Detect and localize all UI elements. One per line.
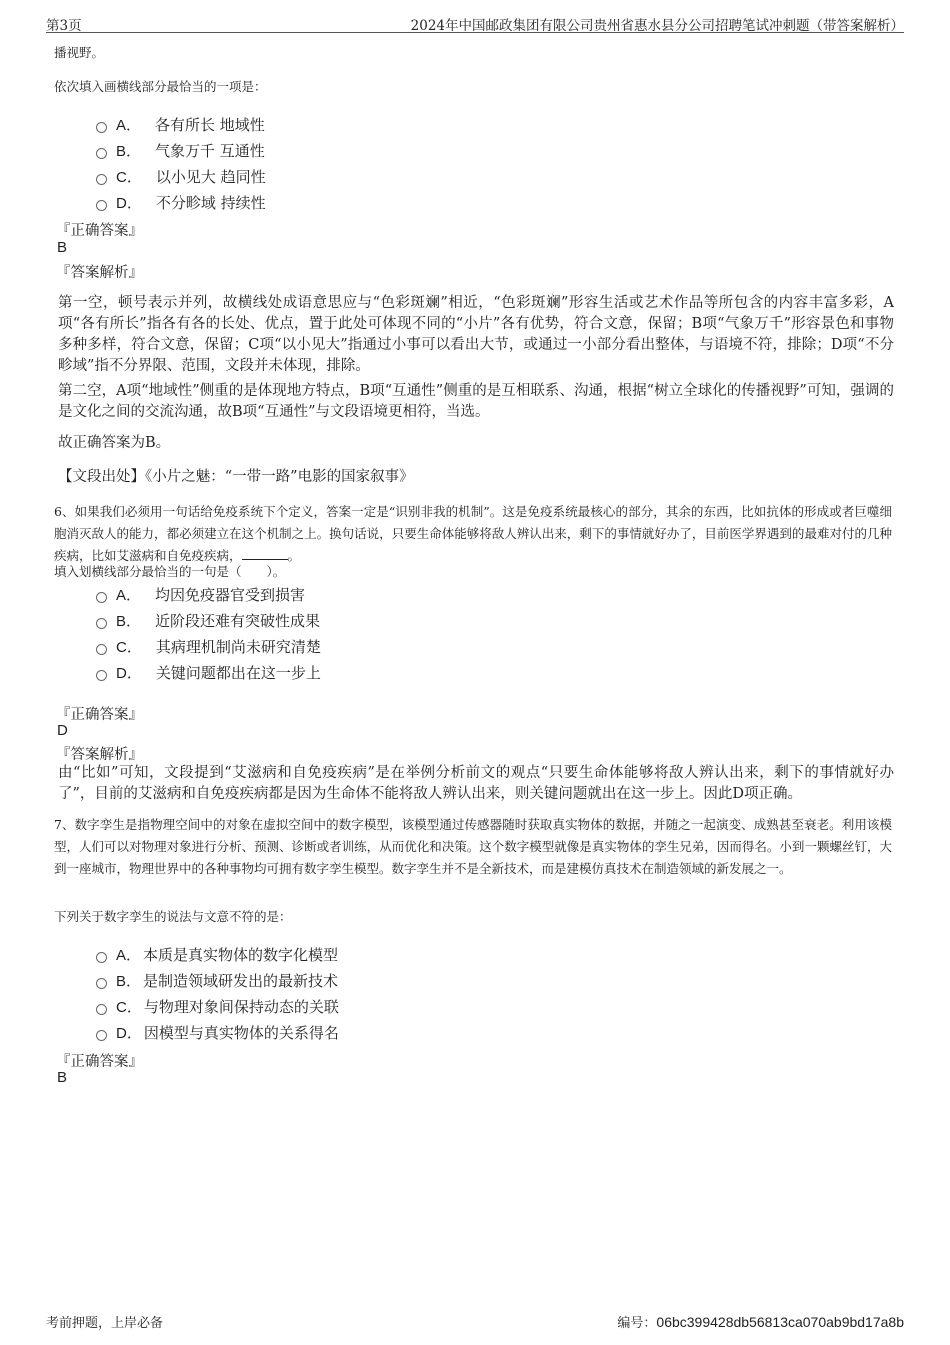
q5-conclusion: 故正确答案为B。 <box>58 435 171 451</box>
radio-button[interactable] <box>96 200 107 211</box>
fill-blank <box>242 545 288 560</box>
q7-option-a[interactable]: A． 本质是真实物体的数字化模型 <box>96 941 339 967</box>
q5-option-d[interactable]: D． 不分畛域 持续性 <box>96 189 266 215</box>
q6-stem: 6、如果我们必须用一句话给免疫系统下个定义，答案一定是“识别非我的机制”。这是免疫系统最核心的部分，其余的东西，比如抗体的形成或者巨噬细胞消灭敌人的能力，都必须建立在这个机制之上。换句话说，只要生命体能够将敌人辨认出来，剩下的事情就好办了，目前医学界遇到的最难对付的几种疾病，比如艾滋病和自免疫疾病， 。 <box>54 504 892 563</box>
q5-answer: B <box>57 239 68 256</box>
q5-answer-label: 『正确答案』 <box>56 223 143 239</box>
q5-option-b[interactable]: B． 气象万千 互通性 <box>96 137 266 163</box>
document-code: 编号：06bc399428db56813ca070ab9bd17a8b <box>617 1314 904 1331</box>
radio-button[interactable] <box>96 978 107 989</box>
q5-analysis-paragraph-2: 第二空，A项“地域性”侧重的是体现地方特点，B项“互通性”侧重的是互相联系、沟通，根据“树立全球化的传播视野”可知，强调的是文化之间的交流沟通，故B项“互通性”与文段语境更相符，当选。 <box>58 383 894 420</box>
radio-button[interactable] <box>96 174 107 185</box>
q7-answer: B <box>57 1069 68 1086</box>
q6-option-a[interactable]: A． 均因免疫器官受到损害 <box>96 581 321 607</box>
q5-source: 【文段出处】《小片之魅：“一带一路”电影的国家叙事》 <box>58 469 414 485</box>
q7-option-d[interactable]: D． 因模型与真实物体的关系得名 <box>96 1019 339 1045</box>
q5-option-c[interactable]: C． 以小见大 趋同性 <box>96 163 266 189</box>
q7-options <box>96 941 339 1045</box>
radio-button[interactable] <box>96 122 107 133</box>
q7-stem: 7、数字孪生是指物理空间中的对象在虚拟空间中的数字模型，该模型通过传感器随时获取真实物体的数据，并随之一起演变、成熟甚至衰老。利用该模型，人们可以对物理对象进行分析、预测、诊断或者训练，从而优化和决策。这个数字模型就像是真实物体的孪生兄弟，因而得名。小到一颗螺丝钉，大到一座城市，物理世界中的各种事物均可拥有数字孪生模型。数字孪生并不是全新技术，而是建模仿真技术在制造领域的新发展之一。 <box>54 817 892 876</box>
q7-option-c[interactable]: C． 与物理对象间保持动态的关联 <box>96 993 339 1019</box>
q5-analysis-label: 『答案解析』 <box>56 265 143 281</box>
q6-answer-label: 『正确答案』 <box>56 707 143 723</box>
radio-button[interactable] <box>96 1030 107 1041</box>
radio-button[interactable] <box>96 1004 107 1015</box>
q5-prompt: 依次填入画横线部分最恰当的一项是： <box>54 79 267 94</box>
q7-prompt: 下列关于数字孪生的说法与文意不符的是： <box>54 909 292 924</box>
q5-analysis-paragraph-1: 第一空，顿号表示并列，故横线处成语意思应与“色彩斑斓”相近，“色彩斑斓”形容生活或艺术作品等所包含的内容丰富多彩，A项“各有所长”指各有各的长处、优点，置于此处可体现不同的“小片”各有优势，符合文意，保留；B项“气象万千”形容景色和事物多种多样，符合文意，保留；C项“以小见大”指通过小事可以看出大节，或通过一小部分看出整体，与语境不符，排除；D项“不分畛域”指不分界限、范围，文段并未体现，排除。 <box>58 295 894 374</box>
footer-slogan: 考前押题，上岸必备 <box>46 1316 164 1331</box>
q5-options <box>96 111 266 215</box>
q7-answer-label: 『正确答案』 <box>56 1054 143 1070</box>
document-title: 2024年中国邮政集团有限公司贵州省惠水县分公司招聘笔试冲刺题（带答案解析） <box>410 18 904 34</box>
q7-option-b[interactable]: B． 是制造领域研发出的最新技术 <box>96 967 339 993</box>
q5-option-a[interactable]: A． 各有所长 地域性 <box>96 111 266 137</box>
q6-option-d[interactable]: D． 关键问题都出在这一步上 <box>96 659 321 685</box>
radio-button[interactable] <box>96 592 107 603</box>
page-number: 第3页 <box>46 18 82 34</box>
q6-prompt: 填入划横线部分最恰当的一句是（ ）。 <box>54 564 286 579</box>
page-header <box>46 12 904 33</box>
q6-option-c[interactable]: C． 其病理机制尚未研究清楚 <box>96 633 321 659</box>
radio-button[interactable] <box>96 952 107 963</box>
q6-answer: D <box>57 722 68 739</box>
radio-button[interactable] <box>96 618 107 629</box>
q5-stem-continuation: 播视野。 <box>54 45 105 60</box>
radio-button[interactable] <box>96 644 107 655</box>
radio-button[interactable] <box>96 148 107 159</box>
q6-option-b[interactable]: B． 近阶段还难有突破性成果 <box>96 607 321 633</box>
q6-analysis: 由“比如”可知，文段提到“艾滋病和自免疫疾病”是在举例分析前文的观点“只要生命体能够将敌人辨认出来，剩下的事情就好办了”，目前的艾滋病和自免疫疾病都是因为生命体不能将敌人辨认出来，则关键问题就出在这一步上。因此D项正确。 <box>58 765 894 802</box>
radio-button[interactable] <box>96 670 107 681</box>
q6-options <box>96 581 321 685</box>
q6-analysis-label: 『答案解析』 <box>56 747 143 763</box>
